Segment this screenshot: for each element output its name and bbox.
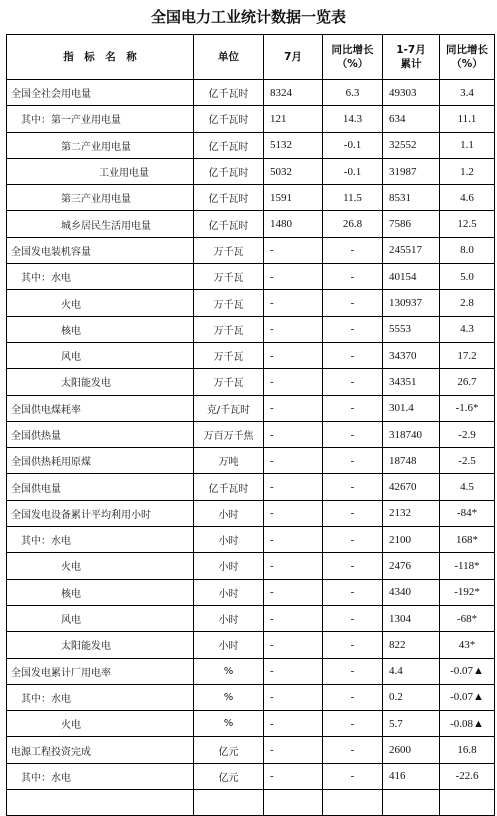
indicator-name-cell: 全国供电煤耗率 [7, 395, 194, 421]
cumulative-value-cell: 245517 [383, 237, 440, 263]
header-cumulative-yoy [440, 35, 495, 80]
month-value-cell: - [264, 421, 323, 447]
cumulative-yoy-cell: 26.7 [440, 369, 495, 395]
unit-cell: 万千瓦 [194, 369, 264, 395]
table-row [7, 579, 495, 605]
month-yoy-cell [323, 790, 383, 816]
cumulative-value-cell: 40154 [383, 264, 440, 290]
month-value-cell: - [264, 605, 323, 631]
month-value-cell: - [264, 395, 323, 421]
cumulative-value-cell [383, 790, 440, 816]
cumulative-yoy-cell: 168* [440, 527, 495, 553]
cumulative-yoy-cell: 4.5 [440, 474, 495, 500]
indicator-name-cell: 核电 [7, 316, 194, 342]
unit-cell: 亿千瓦时 [194, 211, 264, 237]
month-yoy-cell: 14.3 [323, 106, 383, 132]
cumulative-yoy-cell: -118* [440, 553, 495, 579]
indicator-name-cell: 其中：水电 [7, 264, 194, 290]
month-yoy-cell: -0.1 [323, 132, 383, 158]
unit-cell: 小时 [194, 605, 264, 631]
cumulative-value-cell: 2100 [383, 527, 440, 553]
cumulative-yoy-cell: -22.6 [440, 763, 495, 789]
cumulative-value-cell: 2476 [383, 553, 440, 579]
unit-cell: % [194, 658, 264, 684]
month-yoy-cell: - [323, 711, 383, 737]
cumulative-value-cell: 416 [383, 763, 440, 789]
cumulative-value-cell: 634 [383, 106, 440, 132]
unit-cell: 亿千瓦时 [194, 474, 264, 500]
unit-cell: 小时 [194, 553, 264, 579]
month-yoy-cell: - [323, 421, 383, 447]
cumulative-value-cell: 2132 [383, 500, 440, 526]
cumulative-yoy-cell: 4.3 [440, 316, 495, 342]
month-yoy-cell: - [323, 658, 383, 684]
month-value-cell: - [264, 342, 323, 368]
unit-cell: 小时 [194, 579, 264, 605]
month-value-cell: 121 [264, 106, 323, 132]
unit-cell: % [194, 684, 264, 710]
table-header [7, 35, 495, 80]
month-yoy-cell: - [323, 553, 383, 579]
month-value-cell: 1480 [264, 211, 323, 237]
month-value-cell: - [264, 316, 323, 342]
indicator-name-cell: 太阳能发电 [7, 632, 194, 658]
indicator-name-cell: 核电 [7, 579, 194, 605]
cumulative-value-cell: 8531 [383, 185, 440, 211]
cumulative-value-cell: 2600 [383, 737, 440, 763]
unit-cell: 万千瓦 [194, 264, 264, 290]
table-row [7, 264, 495, 290]
table-row [7, 237, 495, 263]
unit-cell: 小时 [194, 500, 264, 526]
table-row [7, 527, 495, 553]
month-yoy-cell: - [323, 342, 383, 368]
cumulative-value-cell: 5553 [383, 316, 440, 342]
cumulative-yoy-cell: 1.2 [440, 158, 495, 184]
month-yoy-cell: - [323, 605, 383, 631]
month-yoy-cell: - [323, 763, 383, 789]
table-row [7, 185, 495, 211]
month-yoy-cell: - [323, 737, 383, 763]
month-yoy-cell: - [323, 369, 383, 395]
cumulative-yoy-cell: 8.0 [440, 237, 495, 263]
month-yoy-cell: - [323, 290, 383, 316]
table-row [7, 763, 495, 789]
table-row [7, 132, 495, 158]
cumulative-yoy-cell: -2.9 [440, 421, 495, 447]
indicator-name-cell: 火电 [7, 553, 194, 579]
month-value-cell: - [264, 448, 323, 474]
indicator-name-cell: 火电 [7, 711, 194, 737]
cumulative-value-cell: 34351 [383, 369, 440, 395]
unit-cell: 亿千瓦时 [194, 158, 264, 184]
indicator-name-cell: 风电 [7, 342, 194, 368]
table-row [7, 211, 495, 237]
unit-cell: 亿元 [194, 763, 264, 789]
month-yoy-cell: - [323, 632, 383, 658]
month-value-cell: - [264, 264, 323, 290]
indicator-name-cell: 太阳能发电 [7, 369, 194, 395]
unit-cell [194, 790, 264, 816]
cumulative-value-cell: 5.7 [383, 711, 440, 737]
cumulative-yoy-cell: -2.5 [440, 448, 495, 474]
unit-cell: 万吨 [194, 448, 264, 474]
table-body [7, 80, 495, 816]
cumulative-yoy-cell: -0.07▲ [440, 658, 495, 684]
indicator-name-cell: 其中：水电 [7, 763, 194, 789]
table-row [7, 342, 495, 368]
cumulative-yoy-cell: -0.08▲ [440, 711, 495, 737]
table-row [7, 553, 495, 579]
month-value-cell: - [264, 500, 323, 526]
table-row [7, 632, 495, 658]
month-value-cell: - [264, 553, 323, 579]
indicator-name-cell: 第二产业用电量 [7, 132, 194, 158]
statistics-table [6, 34, 495, 816]
table-row [7, 474, 495, 500]
month-value-cell: - [264, 579, 323, 605]
unit-cell: 小时 [194, 527, 264, 553]
cumulative-yoy-cell: -68* [440, 605, 495, 631]
month-yoy-cell: - [323, 395, 383, 421]
cumulative-value-cell: 34370 [383, 342, 440, 368]
month-yoy-cell: - [323, 474, 383, 500]
cumulative-value-cell: 18748 [383, 448, 440, 474]
indicator-name-cell: 第三产业用电量 [7, 185, 194, 211]
unit-cell: 克/千瓦时 [194, 395, 264, 421]
month-yoy-cell: - [323, 579, 383, 605]
cumulative-yoy-cell: 17.2 [440, 342, 495, 368]
table-row [7, 711, 495, 737]
header-month-yoy-line1: 同比增长 [331, 44, 374, 56]
cumulative-yoy-cell: 2.8 [440, 290, 495, 316]
cumulative-value-cell: 318740 [383, 421, 440, 447]
header-month-yoy [323, 35, 383, 80]
indicator-name-cell: 其中：水电 [7, 684, 194, 710]
indicator-name-cell: 全国发电装机容量 [7, 237, 194, 263]
month-value-cell [264, 790, 323, 816]
cumulative-value-cell: 42670 [383, 474, 440, 500]
header-month-yoy-line2: （%） [336, 58, 369, 70]
unit-cell: 小时 [194, 632, 264, 658]
table-row [7, 290, 495, 316]
month-yoy-cell: 11.5 [323, 185, 383, 211]
cumulative-yoy-cell: 43* [440, 632, 495, 658]
indicator-name-cell [7, 790, 194, 816]
table-row [7, 737, 495, 763]
month-yoy-cell: - [323, 448, 383, 474]
cumulative-yoy-cell: -192* [440, 579, 495, 605]
month-yoy-cell: - [323, 527, 383, 553]
month-value-cell: - [264, 527, 323, 553]
unit-cell: 万千瓦 [194, 342, 264, 368]
cumulative-value-cell: 301.4 [383, 395, 440, 421]
unit-cell: 亿千瓦时 [194, 185, 264, 211]
cumulative-yoy-cell: 5.0 [440, 264, 495, 290]
indicator-name-cell: 城乡居民生活用电量 [7, 211, 194, 237]
month-value-cell: - [264, 237, 323, 263]
header-cumulative-line2: 累计 [400, 58, 422, 70]
month-yoy-cell: -0.1 [323, 158, 383, 184]
cumulative-value-cell: 7586 [383, 211, 440, 237]
table-row [7, 106, 495, 132]
table-row [7, 316, 495, 342]
indicator-name-cell: 全国供电量 [7, 474, 194, 500]
cumulative-yoy-cell: 3.4 [440, 80, 495, 106]
table-row [7, 790, 495, 816]
table-row [7, 421, 495, 447]
indicator-name-cell: 其中：第一产业用电量 [7, 106, 194, 132]
cumulative-yoy-cell: 11.1 [440, 106, 495, 132]
unit-cell: 亿千瓦时 [194, 132, 264, 158]
unit-cell: 亿千瓦时 [194, 80, 264, 106]
cumulative-value-cell: 4.4 [383, 658, 440, 684]
cumulative-value-cell: 822 [383, 632, 440, 658]
indicator-name-cell: 全国供热量 [7, 421, 194, 447]
cumulative-yoy-cell: 1.1 [440, 132, 495, 158]
cumulative-value-cell: 130937 [383, 290, 440, 316]
page-title: 全国电力工业统计数据一览表 [150, 8, 346, 26]
indicator-name-cell: 全国全社会用电量 [7, 80, 194, 106]
header-cumulative-yoy-line2: （%） [451, 58, 483, 70]
cumulative-value-cell: 4340 [383, 579, 440, 605]
month-value-cell: - [264, 474, 323, 500]
indicator-name-cell: 火电 [7, 290, 194, 316]
cumulative-value-cell: 49303 [383, 80, 440, 106]
table-row [7, 80, 495, 106]
header-cumulative [383, 35, 440, 80]
indicator-name-cell: 风电 [7, 605, 194, 631]
table-row [7, 448, 495, 474]
indicator-name-cell: 全国发电设备累计平均利用小时 [7, 500, 194, 526]
cumulative-yoy-cell: 12.5 [440, 211, 495, 237]
cumulative-yoy-cell: -0.07▲ [440, 684, 495, 710]
month-value-cell: - [264, 658, 323, 684]
month-yoy-cell: - [323, 684, 383, 710]
cumulative-value-cell: 31987 [383, 158, 440, 184]
month-yoy-cell: - [323, 237, 383, 263]
indicator-name-cell: 全国供热耗用原煤 [7, 448, 194, 474]
month-value-cell: 5032 [264, 158, 323, 184]
cumulative-yoy-cell [440, 790, 495, 816]
table-row [7, 684, 495, 710]
unit-cell: 亿元 [194, 737, 264, 763]
month-value-cell: 5132 [264, 132, 323, 158]
month-value-cell: - [264, 763, 323, 789]
cumulative-yoy-cell: -1.6* [440, 395, 495, 421]
cumulative-value-cell: 32552 [383, 132, 440, 158]
table-row [7, 158, 495, 184]
month-yoy-cell: - [323, 264, 383, 290]
month-value-cell: - [264, 290, 323, 316]
unit-cell: 万百万千焦 [194, 421, 264, 447]
table-row [7, 658, 495, 684]
table-row [7, 369, 495, 395]
month-value-cell: 1591 [264, 185, 323, 211]
table-row [7, 395, 495, 421]
cumulative-yoy-cell: -84* [440, 500, 495, 526]
month-yoy-cell: - [323, 500, 383, 526]
indicator-name-cell: 其中：水电 [7, 527, 194, 553]
table-row [7, 605, 495, 631]
cumulative-value-cell: 1304 [383, 605, 440, 631]
unit-cell: 万千瓦 [194, 316, 264, 342]
month-value-cell: - [264, 737, 323, 763]
indicator-name-cell: 电源工程投资完成 [7, 737, 194, 763]
month-yoy-cell: - [323, 316, 383, 342]
table-row [7, 500, 495, 526]
month-value-cell: - [264, 711, 323, 737]
header-cumulative-yoy-line1: 同比增长 [446, 44, 488, 56]
indicator-name-cell: 工业用电量 [7, 158, 194, 184]
header-month: 7月 [264, 35, 323, 80]
cumulative-yoy-cell: 16.8 [440, 737, 495, 763]
header-cumulative-line1: 1-7月 [396, 44, 426, 56]
header-unit: 单位 [194, 35, 264, 80]
cumulative-value-cell: 0.2 [383, 684, 440, 710]
month-value-cell: - [264, 369, 323, 395]
indicator-name-cell: 全国发电累计厂用电率 [7, 658, 194, 684]
month-value-cell: - [264, 684, 323, 710]
unit-cell: 亿千瓦时 [194, 106, 264, 132]
month-value-cell: - [264, 632, 323, 658]
cumulative-yoy-cell: 4.6 [440, 185, 495, 211]
month-yoy-cell: 26.8 [323, 211, 383, 237]
unit-cell: 万千瓦 [194, 290, 264, 316]
month-yoy-cell: 6.3 [323, 80, 383, 106]
unit-cell: 万千瓦 [194, 237, 264, 263]
month-value-cell: 8324 [264, 80, 323, 106]
header-indicator-name: 指 标 名 称 [7, 35, 194, 80]
unit-cell: % [194, 711, 264, 737]
